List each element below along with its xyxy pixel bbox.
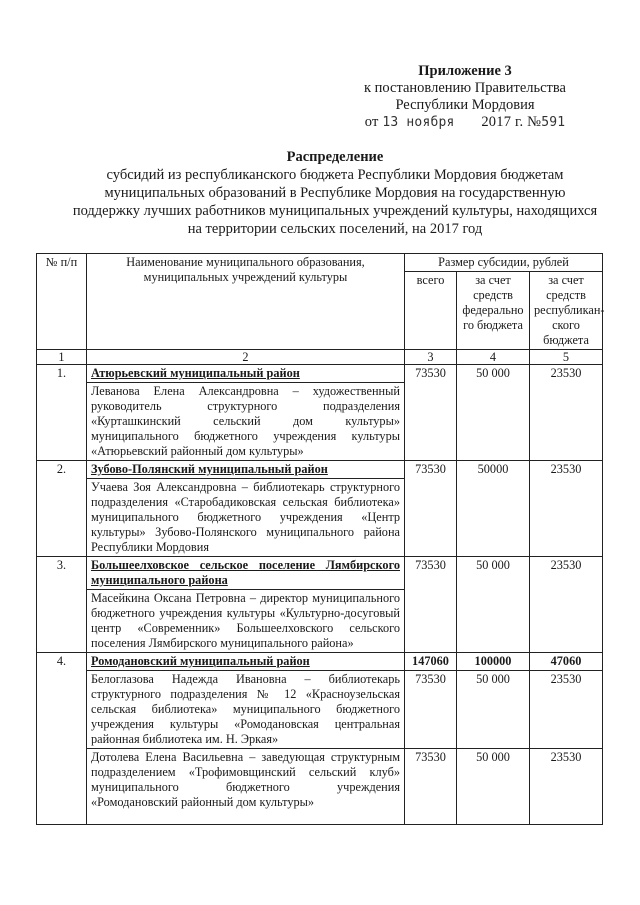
district-name: Большеелховское сельское поселение Лямбирского муниципального района xyxy=(87,557,405,590)
amount-federal: 50 000 xyxy=(457,365,530,461)
appendix-block xyxy=(330,63,600,131)
date-prefix: от xyxy=(364,114,379,130)
header-total: всего xyxy=(405,272,457,350)
amount-total: 73530 xyxy=(405,365,457,461)
appendix-line-2: Республики Мордовия xyxy=(395,97,535,113)
doc-number: 591 xyxy=(541,115,566,130)
header-num: № п/п xyxy=(37,254,87,350)
header-size: Размер субсидии, рублей xyxy=(405,254,603,272)
column-number: 3 xyxy=(405,350,457,365)
row-number: 4. xyxy=(37,653,87,825)
table-row xyxy=(37,557,603,590)
amount-federal: 50 000 xyxy=(457,557,530,653)
amount-republic: 47060 xyxy=(530,653,603,671)
institution-text: Белоглазова Надежда Ивановна – библиотекарь структурного подразделения № 12 «Красноузельская сельская библиотека» муниципального бюджетного учреждения культуры «Ромодановская центральная районная библиотека им. Н. Эркая» xyxy=(87,671,405,749)
district-name: Зубово-Полянский муниципальный район xyxy=(87,461,405,479)
amount-republic: 23530 xyxy=(530,461,603,557)
table-row xyxy=(37,365,603,383)
institution-text: Дотолева Елена Васильевна – заведующая структурным подразделением «Трофимовщинский сельский клуб» муниципального бюджетного учреждения «Ромодановский районный дом культуры» xyxy=(87,749,405,825)
amount-total: 147060 xyxy=(405,653,457,671)
appendix-line-1: к постановлению Правительства xyxy=(364,80,566,96)
header-federal: за счет средств федерально го бюджета xyxy=(457,272,530,350)
row-number: 3. xyxy=(37,557,87,653)
amount-federal: 50 000 xyxy=(457,749,530,825)
district-name: Атюрьевский муниципальный район xyxy=(87,365,405,383)
table-row xyxy=(37,653,603,671)
district-name: Ромодановский муниципальный район xyxy=(87,653,405,671)
amount-federal: 100000 xyxy=(457,653,530,671)
amount-federal: 50 000 xyxy=(457,671,530,749)
amount-republic: 23530 xyxy=(530,749,603,825)
header-republic: за счет средств республикан-ского бюджета xyxy=(530,272,603,350)
document-heading xyxy=(70,148,600,238)
appendix-title: Приложение 3 xyxy=(418,63,512,79)
amount-federal: 50000 xyxy=(457,461,530,557)
amount-republic: 23530 xyxy=(530,365,603,461)
row-number: 2. xyxy=(37,461,87,557)
subsidy-table xyxy=(36,253,603,825)
institution-text: Учаева Зоя Александровна – библиотекарь структурного подразделения «Старобадиковская сельская библиотека» муниципального бюджетного учреждения «Центр культуры» Зубово-Полянского муниципального района Республики Мордовия xyxy=(87,479,405,557)
column-number: 5 xyxy=(530,350,603,365)
column-numbers-row xyxy=(37,350,603,365)
date-year: 2017 г. № xyxy=(481,114,542,130)
column-number: 2 xyxy=(87,350,405,365)
amount-republic: 23530 xyxy=(530,671,603,749)
header-row xyxy=(37,254,603,272)
column-number: 4 xyxy=(457,350,530,365)
institution-text: Масейкина Оксана Петровна – директор муниципального бюджетного учреждения культуры «Культурно-досуговый центр «Современник» Большеелховского сельского поселения Лямбирского муниципального района» xyxy=(87,590,405,653)
header-name: Наименование муниципального образования, муниципальных учреждений культуры xyxy=(87,254,405,350)
table-row xyxy=(37,671,603,749)
date-day-month: 13 ноября xyxy=(382,115,455,130)
row-number: 1. xyxy=(37,365,87,461)
amount-total: 73530 xyxy=(405,557,457,653)
appendix-date-line xyxy=(330,114,600,131)
column-number: 1 xyxy=(37,350,87,365)
amount-total: 73530 xyxy=(405,461,457,557)
table-row xyxy=(37,749,603,825)
amount-total: 73530 xyxy=(405,671,457,749)
table-row xyxy=(37,461,603,479)
heading-text: субсидий из республиканского бюджета Республики Мордовия бюджетам муниципальных образований в Республике Мордовия на государственную поддержку лучших работников муниципальных учреждений культуры, находящихся на территории сельских поселений, на 2017 год xyxy=(72,167,598,237)
institution-text: Леванова Елена Александровна – художественный руководитель структурного подразделения «Курташкинский сельский дом культуры» муниципального бюджетного учреждения культуры «Атюрьевский районный дом культуры» xyxy=(87,383,405,461)
amount-republic: 23530 xyxy=(530,557,603,653)
amount-total: 73530 xyxy=(405,749,457,825)
heading-title: Распределение xyxy=(286,149,384,165)
